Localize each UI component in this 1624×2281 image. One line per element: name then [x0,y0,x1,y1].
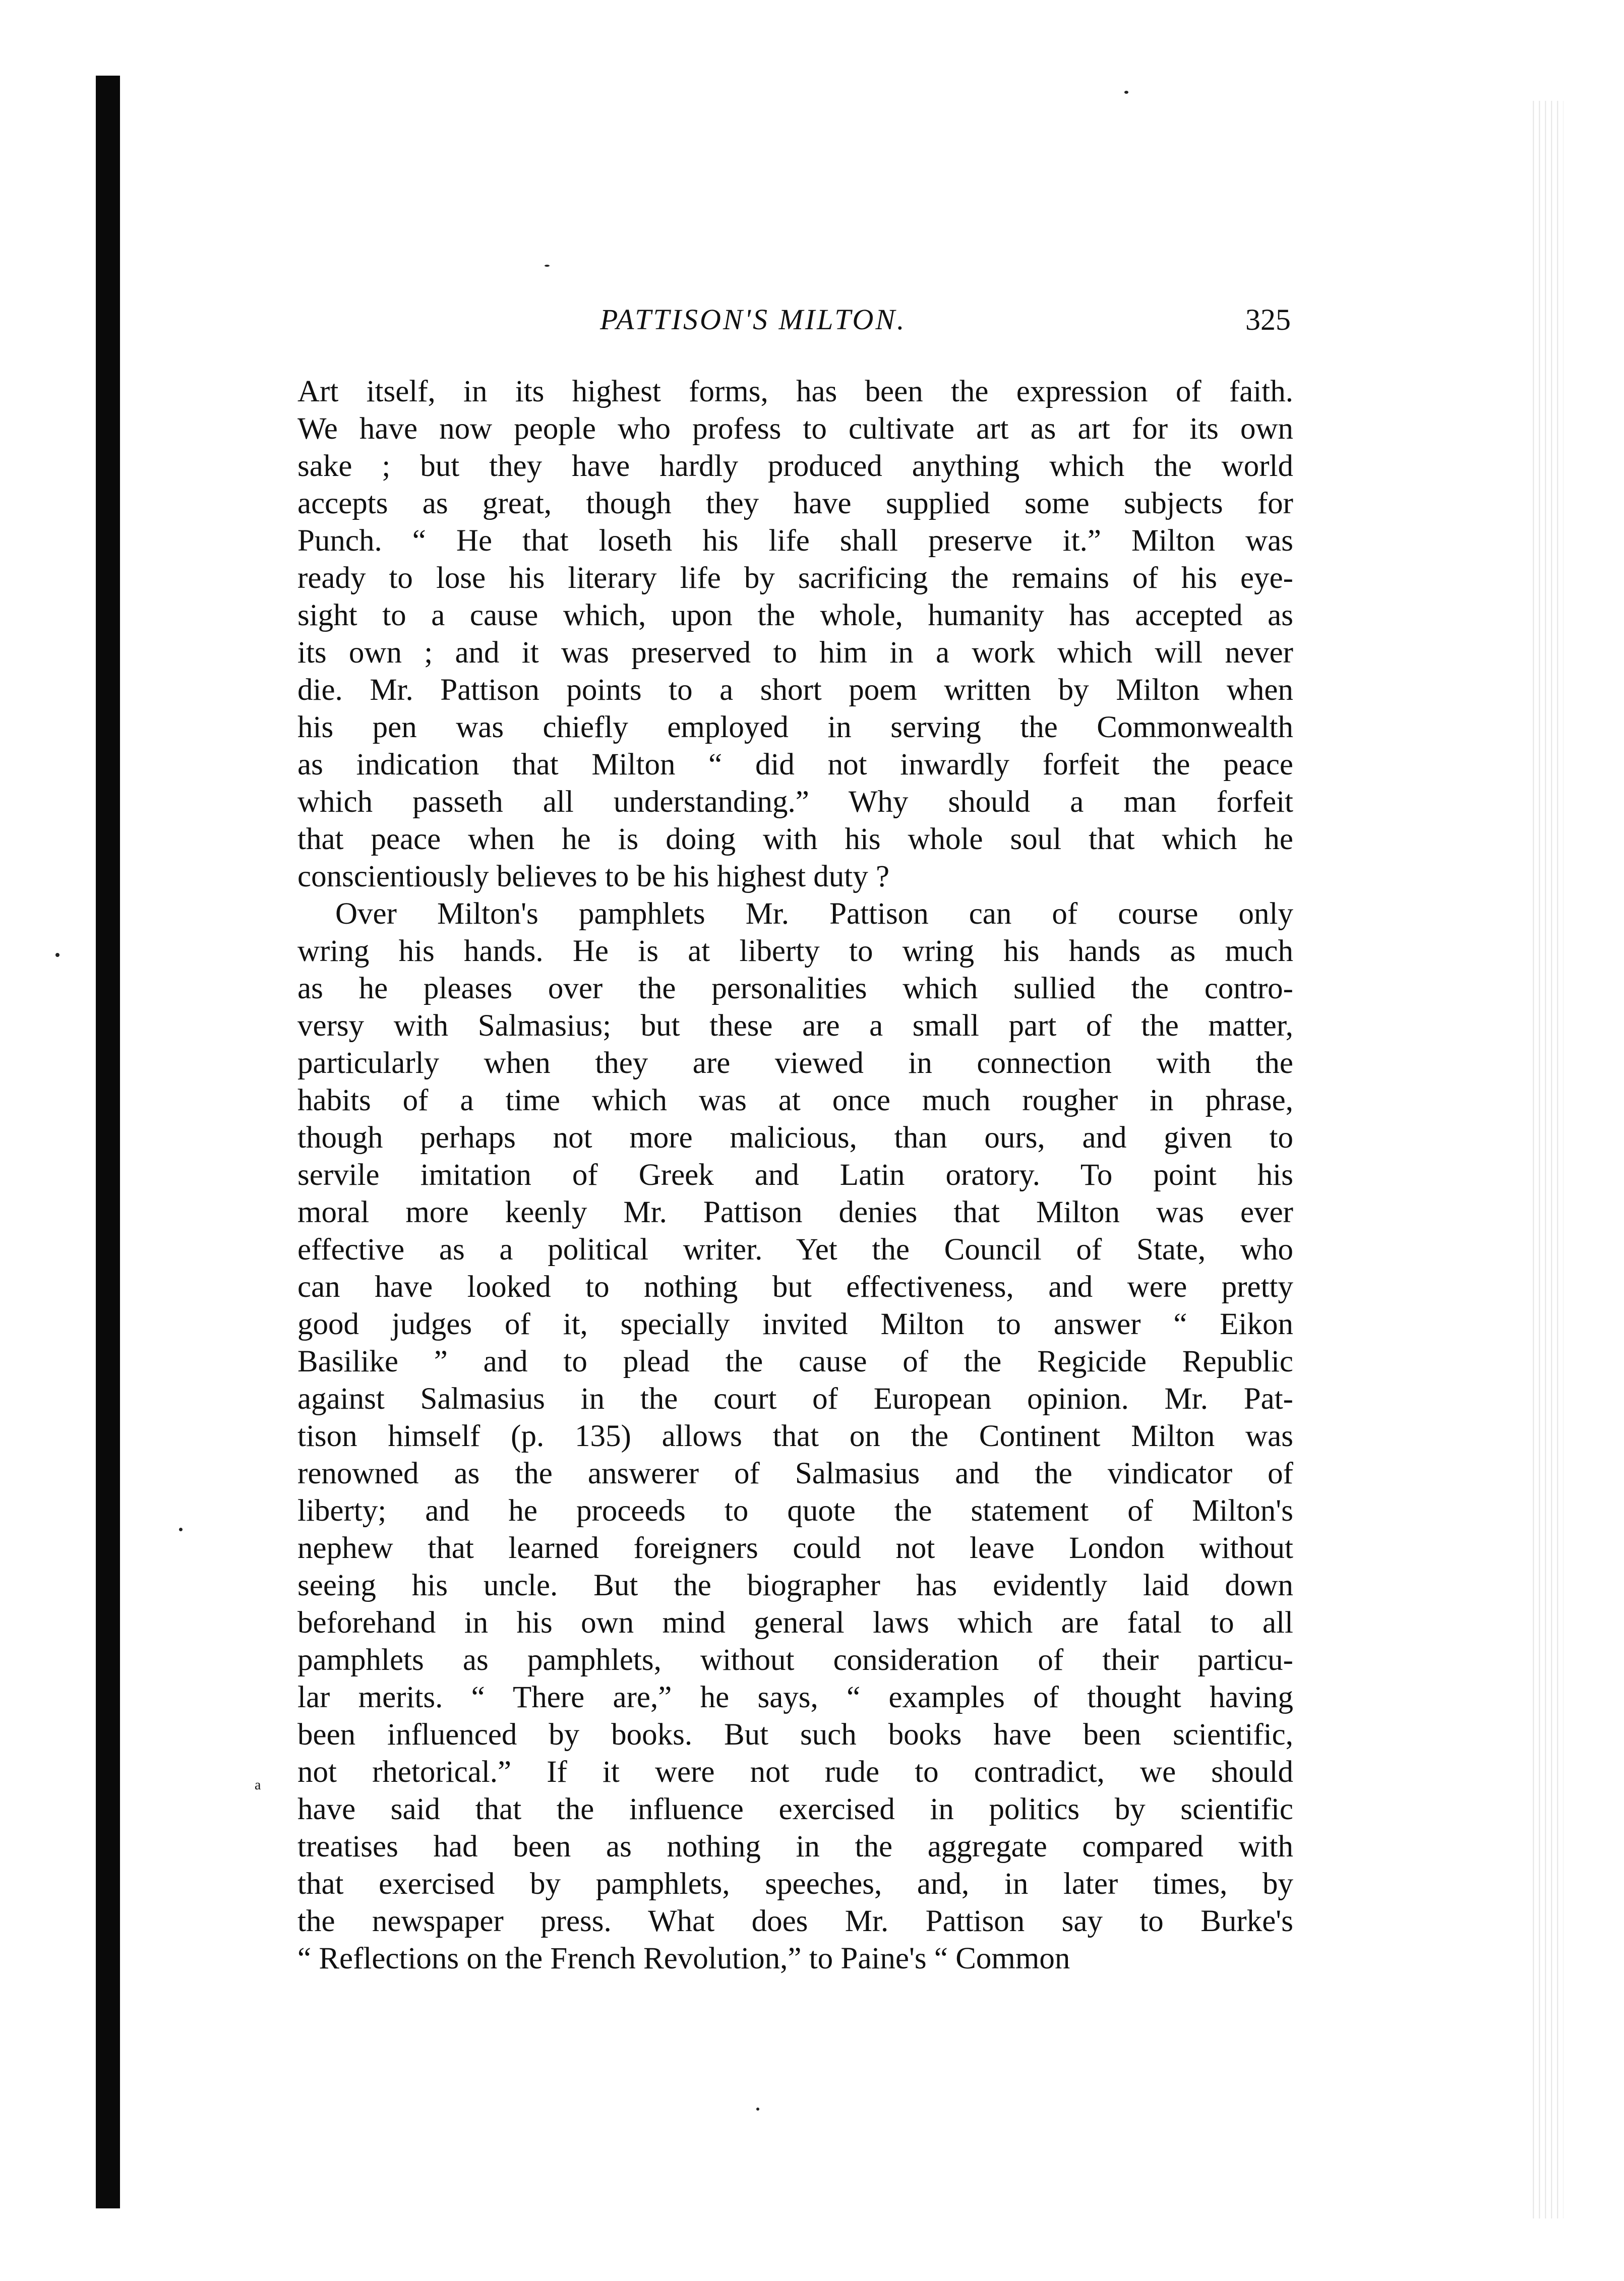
page-header [297,303,1291,348]
scan-speck [55,953,59,957]
scan-speck [179,1528,183,1531]
text-line: tison himself (p. 135) allows that on the Continent Milton was [297,1419,1293,1453]
text-line: have said that the influence exercised in politics by scientific [297,1792,1293,1826]
text-line: accepts as great, though they have supplied some subjects for [297,487,1293,520]
text-line: his pen was chiefly employed in serving the Commonwealth [297,710,1293,744]
text-line: nephew that learned foreigners could not leave London without [297,1531,1293,1565]
scan-speck [545,265,550,267]
text-line: moral more keenly Mr. Pattison denies that Milton was ever [297,1195,1293,1229]
running-head: PATTISON'S MILTON. [600,303,907,336]
paragraph [297,373,1293,895]
binding-shadow [96,76,120,2208]
page-edge-texture [1528,101,1563,2218]
text-line: the newspaper press. What does Mr. Pattison say to Burke's [297,1904,1293,1938]
text-line: treatises had been as nothing in the aggregate compared with [297,1830,1293,1864]
text-line: as indication that Milton “ did not inwardly forfeit the peace [297,748,1293,782]
text-line: sake ; but they have hardly produced anything which the world [297,449,1293,483]
text-line: lar merits. “ There are,” he says, “ examples of thought having [297,1680,1293,1714]
text-line: not rhetorical.” If it were not rude to contradict, we should [297,1755,1293,1789]
page-number: 325 [1245,303,1291,336]
body-text [297,373,1293,1977]
text-line: can have looked to nothing but effectiveness, and were pretty [297,1270,1293,1304]
text-line: Basilike ” and to plead the cause of the Regicide Republic [297,1345,1293,1378]
text-line: against Salmasius in the court of European opinion. Mr. Pat- [297,1382,1293,1416]
paragraph [297,895,1293,1977]
margin-mark: a [255,1777,261,1793]
text-line: die. Mr. Pattison points to a short poem written by Milton when [297,673,1293,707]
text-line: effective as a political writer. Yet the Council of State, who [297,1233,1293,1267]
text-line: versy with Salmasius; but these are a small part of the matter, [297,1009,1293,1043]
text-line: that exercised by pamphlets, speeches, and, in later times, by [297,1867,1293,1901]
text-line: Punch. “ He that loseth his life shall preserve it.” Milton was [297,524,1293,558]
scan-speck [756,2108,759,2111]
text-line: renowned as the answerer of Salmasius and the vindicator of [297,1457,1293,1490]
text-line: been influenced by books. But such books have been scientific, [297,1718,1293,1752]
text-line: habits of a time which was at once much rougher in phrase, [297,1084,1293,1117]
text-line: servile imitation of Greek and Latin oratory. To point his [297,1158,1293,1192]
text-line: We have now people who profess to cultivate art as art for its own [297,412,1293,446]
text-line: pamphlets as pamphlets, without consideration of their particu- [297,1643,1293,1677]
text-line: liberty; and he proceeds to quote the statement of Milton's [297,1494,1293,1528]
text-line: sight to a cause which, upon the whole, humanity has accepted as [297,598,1293,632]
text-line: wring his hands. He is at liberty to wring his hands as much [297,934,1293,968]
text-line: good judges of it, specially invited Milton to answer “ Eikon [297,1307,1293,1341]
text-line: Over Milton's pamphlets Mr. Pattison can of course only [335,897,1293,931]
text-line: beforehand in his own mind general laws which are fatal to all [297,1606,1293,1640]
text-line: ready to lose his literary life by sacrificing the remains of his eye- [297,561,1293,595]
text-line: Art itself, in its highest forms, has been the expression of faith. [297,375,1293,408]
text-line: though perhaps not more malicious, than ours, and given to [297,1121,1293,1155]
text-line: particularly when they are viewed in connection with the [297,1046,1293,1080]
text-line: its own ; and it was preserved to him in a work which will never [297,636,1293,670]
text-line: as he pleases over the personalities which sullied the contro- [297,972,1293,1005]
text-line: “ Reflections on the French Revolution,” to Paine's “ Common [297,1942,1070,1975]
text-line: that peace when he is doing with his whole soul that which he [297,822,1293,856]
scan-speck [1124,91,1128,94]
text-line: conscientiously believes to be his highest duty ? [297,860,890,893]
text-line: seeing his uncle. But the biographer has evidently laid down [297,1569,1293,1602]
text-line: which passeth all understanding.” Why should a man forfeit [297,785,1293,819]
